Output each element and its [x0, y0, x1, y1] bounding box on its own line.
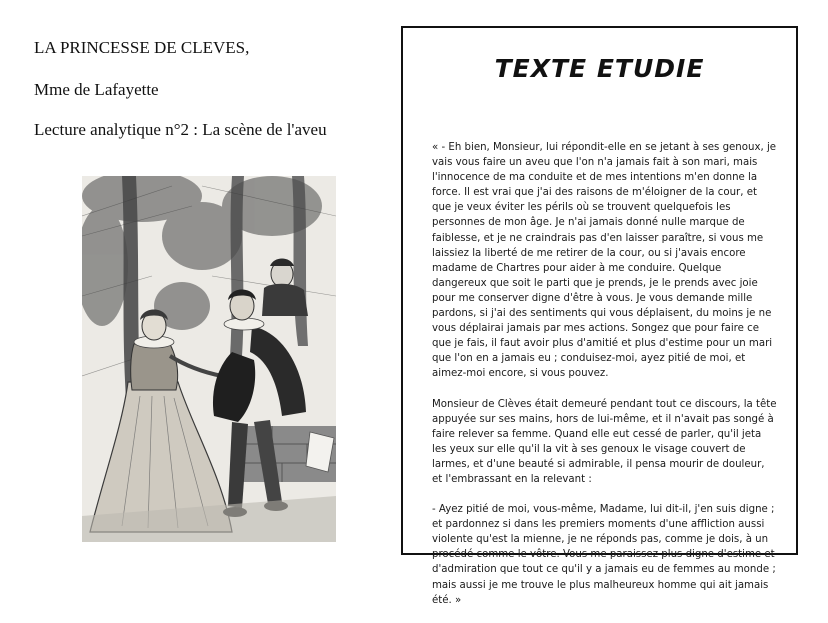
studied-text-box [401, 26, 798, 606]
engraving-illustration-icon [82, 176, 336, 542]
title-line-2: Mme de Lafayette [34, 80, 159, 99]
paragraph-2: Monsieur de Clèves était demeuré pendant tout ce discours, la tête appuyée sur ses mains, hors de lui-même, et il n'avait pas songé à faire relever sa femme. Quand elle eut cessé de parler, qu'il jeta les yeux sur elle qu'il la vit à ses genoux le visage couvert de larmes, et d'une beauté si admirable, il pensa mourir de douleur, et l'embrassant en la relevant : [432, 398, 777, 485]
box-heading: TEXTE ETUDIE [494, 54, 705, 83]
paragraph-3: - Ayez pitié de moi, vous-même, Madame, lui dit-il, j'en suis digne ; et pardonnez si dans les premiers moments d'une affliction aussi violente qu'est la mienne, je ne réponds pas, comme je dois, à un procédé comme le vôtre. Vous me paraissez plus digne d'estime et d'admiration que tout ce qu'il y a jamais eu de femmes au monde ; mais aussi je me trouve le plus malheureux homme qui ait jamais été. » [432, 504, 776, 606]
text-body [432, 140, 778, 623]
paragraph-1: « - Eh bien, Monsieur, lui répondit-elle en se jetant à ses genoux, je vais vous faire un aveu que l'on n'a jamais fait à son mari, mais l'innocence de ma conduite et de mes intentions m'en donne la force. Il est vrai que j'ai des raisons de m'éloigner de la cour, et que je veux éviter les périls où se trouvent quelquefois les personnes de mon âge. Je n'ai jamais donné nulle marque de faiblesse, et je ne craindrais pas d'en laisser paraître, si vous me laissiez la liberté de me retirer de la cour, ou si j'avais encore madame de Chartres pour aider à me conduire. Quelque dangereux que soit le parti que je prends, je le prends avec joie pour me conserver digne d'être à vous. Je vous demande mille pardons, si j'ai des sentiments qui vous déplaisent, du moins je ne vous déplairai jamais par mes actions. Songez que pour faire ce que je fais, il faut avoir plus d'amitié et plus d'estime pour un mari que l'on en a jamais eu ; conduisez-moi, ayez pitié de moi, et aimez-moi encore, si vous pouvez. [432, 142, 777, 380]
engraving-illustration [82, 176, 336, 542]
title-line-1: LA PRINCESSE DE CLEVES, [34, 38, 250, 57]
title-line-3: Lecture analytique n°2 : La scène de l'aveu [34, 120, 327, 139]
